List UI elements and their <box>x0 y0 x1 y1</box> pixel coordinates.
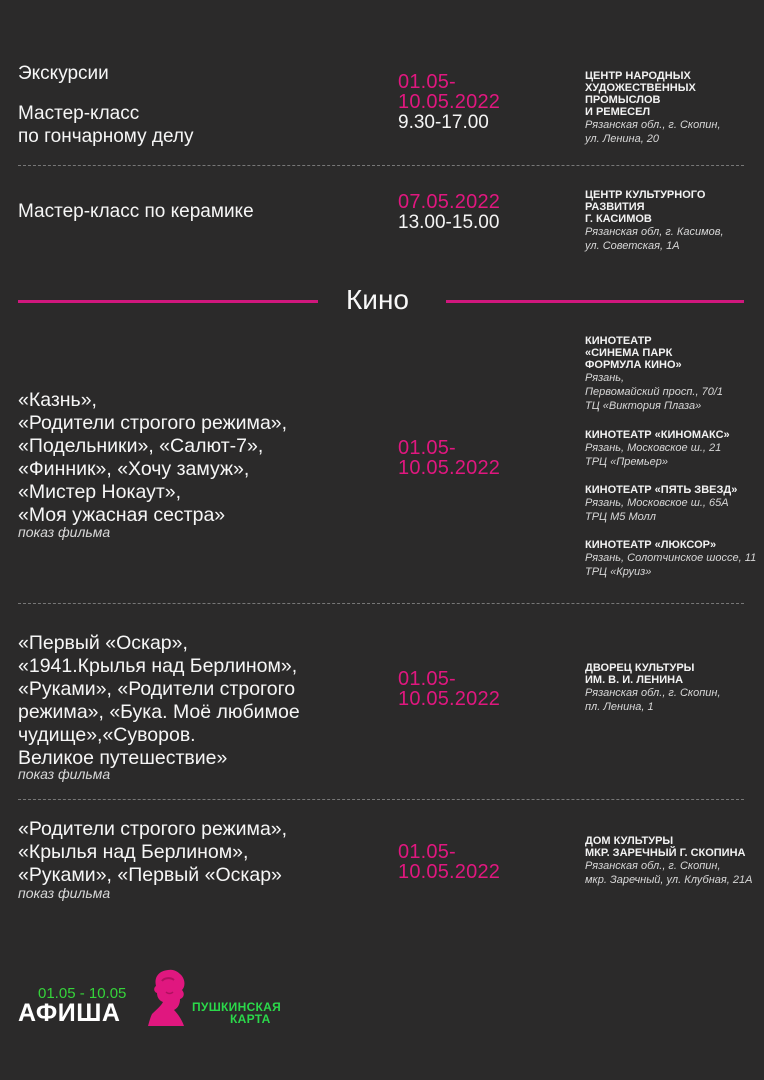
venue <box>585 335 760 413</box>
event-time: 9.30-17.00 <box>398 112 489 133</box>
event-date: 01.05- <box>398 841 456 863</box>
venue-name: КИНОТЕАТР «ЛЮКСОР» <box>585 539 717 551</box>
venue <box>585 835 760 887</box>
venue-name: КИНОТЕАТР <box>585 335 652 347</box>
card-line1: ПУШКИНСКАЯ <box>192 1000 282 1014</box>
pushkin-portrait-icon <box>148 968 196 1028</box>
venue-address: Рязань, Московское ш., 65А <box>585 497 729 509</box>
venue-address: Первомайский просп., 70/1 <box>585 386 724 398</box>
film-line: «Родители строгого режима», <box>18 412 288 434</box>
venue <box>585 429 760 469</box>
event-title: Мастер-класс по керамике <box>18 201 254 222</box>
film-list <box>18 389 287 527</box>
film-line: «Руками», «Родители строгого <box>18 678 296 700</box>
film-note: показ фильма <box>18 766 111 782</box>
film-line: «1941.Крылья над Берлином», <box>18 655 298 677</box>
event-date: 10.05.2022 <box>398 861 501 883</box>
card-line2: КАРТА <box>230 1012 271 1026</box>
divider <box>18 799 744 800</box>
venue-name: КИНОТЕАТР «КИНОМАКС» <box>585 429 730 441</box>
venue-address: Рязанская обл., г. Скопин, <box>585 119 721 131</box>
venue-name: «СИНЕМА ПАРК <box>585 347 673 359</box>
venue-name: ДВОРЕЦ КУЛЬТУРЫ <box>585 662 695 674</box>
venue-address: ТРЦ «Премьер» <box>585 456 668 468</box>
film-line: режима», «Бука. Моё любимое <box>18 701 300 723</box>
venue-address: ТРЦ «Круиз» <box>585 566 652 578</box>
venue <box>585 484 760 524</box>
venue <box>585 662 760 714</box>
venue-address: ул. Советская, 1А <box>585 240 680 252</box>
divider <box>18 603 744 604</box>
film-line: «Руками», «Первый «Оскар» <box>18 864 282 886</box>
venue-address: Рязань, Московское ш., 21 <box>585 442 722 454</box>
film-line: «Моя ужасная сестра» <box>18 504 226 526</box>
venue <box>585 539 760 579</box>
event-title: Экскурсии <box>18 63 109 84</box>
event-date: 07.05.2022 <box>398 191 501 213</box>
venue-address: Рязань, <box>585 372 625 384</box>
film-list <box>18 818 287 887</box>
venue-name: ИМ. В. И. ЛЕНИНА <box>585 674 684 686</box>
venue-name: МКР. ЗАРЕЧНЫЙ Г. СКОПИНА <box>585 847 746 859</box>
event-date: 01.05- <box>398 668 456 690</box>
film-line: «Финник», «Хочу замуж», <box>18 458 250 480</box>
event-date: 10.05.2022 <box>398 457 501 479</box>
logo-dates: 01.05 - 10.05 <box>38 985 127 1002</box>
film-line: «Родители строгого режима», <box>18 818 288 840</box>
section-line-left <box>18 300 318 303</box>
pushkin-card-logo <box>192 1000 342 1026</box>
venue-name: И РЕМЕСЕЛ <box>585 106 651 118</box>
venue-name: ФОРМУЛА КИНО» <box>585 359 682 371</box>
film-line: «Казнь», <box>18 389 97 411</box>
film-line: Великое путешествие» <box>18 747 228 769</box>
venue-name: ЦЕНТР НАРОДНЫХ <box>585 70 691 82</box>
venue-name: ДОМ КУЛЬТУРЫ <box>585 835 674 847</box>
venue-name: КИНОТЕАТР «ПЯТЬ ЗВЕЗД» <box>585 484 738 496</box>
film-line: «Подельники», «Салют-7», <box>18 435 264 457</box>
venue-name: ХУДОЖЕСТВЕННЫХ ПРОМЫСЛОВ <box>585 82 696 106</box>
venue-name: ЦЕНТР КУЛЬТУРНОГО РАЗВИТИЯ <box>585 189 706 213</box>
event-title: по гончарному делу <box>18 126 194 147</box>
event-date: 01.05- <box>398 71 456 93</box>
venue-address: мкр. Заречный, ул. Клубная, 21А <box>585 874 753 886</box>
film-note: показ фильма <box>18 524 111 540</box>
venue-address: Рязанская обл, г. Касимов, <box>585 226 724 238</box>
event-date: 10.05.2022 <box>398 91 501 113</box>
section-title: Кино <box>346 284 409 315</box>
venue-address: Рязань, Солотчинское шоссе, 11 <box>585 552 757 564</box>
film-line: «Первый «Оскар», <box>18 632 188 654</box>
venue-address: Рязанская обл., г. Скопин, <box>585 687 721 699</box>
film-note: показ фильма <box>18 885 111 901</box>
logo-title: АФИША <box>18 999 121 1027</box>
film-line: «Мистер Нокаут», <box>18 481 182 503</box>
event-time: 13.00-15.00 <box>398 212 500 233</box>
film-list <box>18 632 300 770</box>
divider <box>18 165 744 166</box>
event-date: 10.05.2022 <box>398 688 501 710</box>
venue <box>585 70 760 146</box>
venue-address: Рязанская обл., г. Скопин, <box>585 860 721 872</box>
event-date: 01.05- <box>398 437 456 459</box>
film-line: чудище»,«Суворов. <box>18 724 196 746</box>
venue-address: ТЦ «Виктория Плаза» <box>585 400 702 412</box>
film-line: «Крылья над Берлином», <box>18 841 249 863</box>
event-title: Мастер-класс <box>18 103 140 124</box>
venue-address: ул. Ленина, 20 <box>585 133 660 145</box>
venue-address: ТРЦ М5 Молл <box>585 511 656 523</box>
section-line-right <box>446 300 744 303</box>
venue <box>585 189 760 253</box>
venue-name: Г. КАСИМОВ <box>585 213 652 225</box>
venue-address: пл. Ленина, 1 <box>585 701 654 713</box>
